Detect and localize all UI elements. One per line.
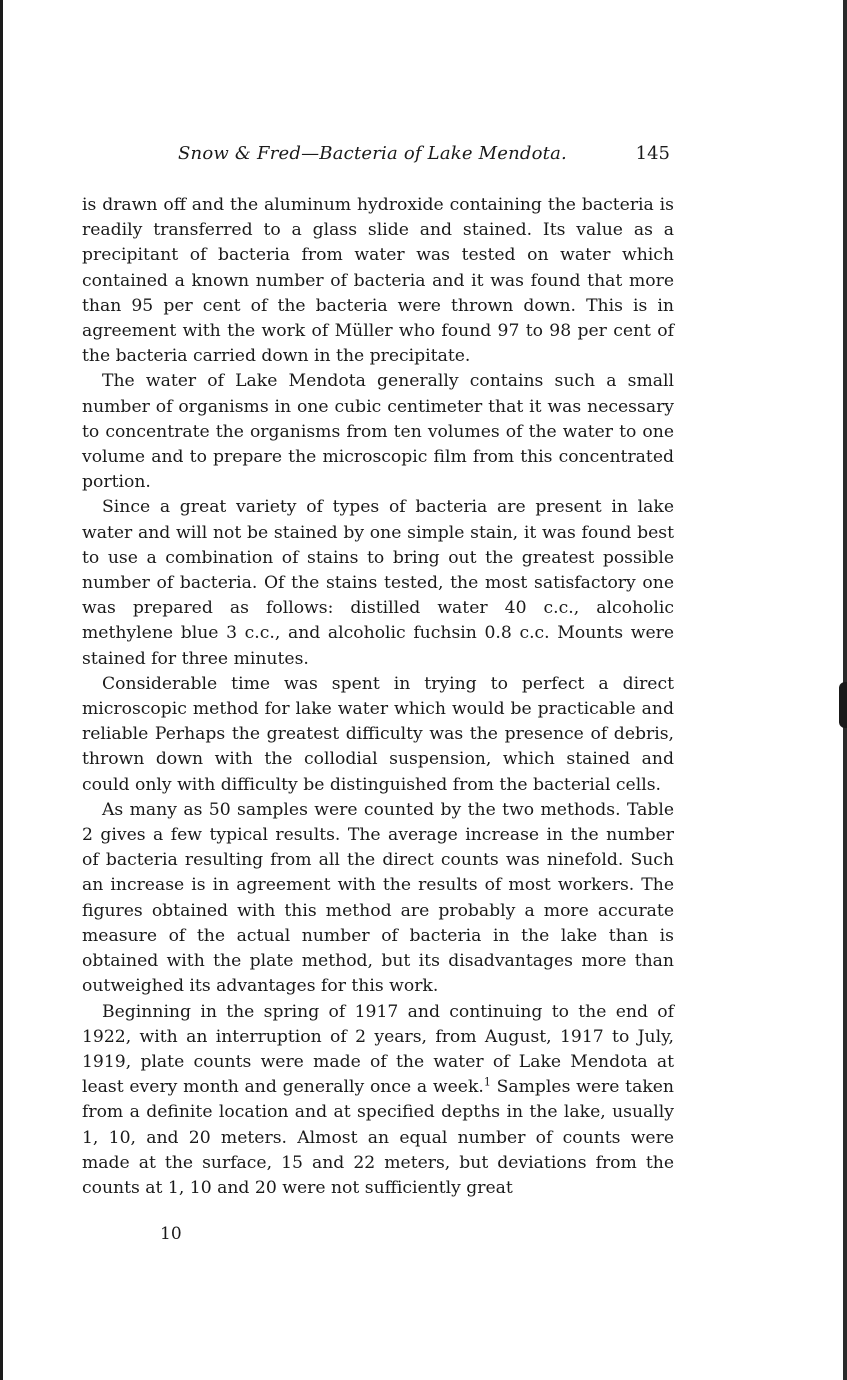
body-text [82,193,674,1201]
paragraph-5: As many as 50 samples were counted by the two methods. Table 2 gives a few typical results. The average increase in the number of bacteria resulting from all the direct counts was ninefold. Such an increase is in agreement with the results of most workers. The figures obtained with this method are probably a more accurate measure of the actual number of bacteria in the lake than is obtained with the plate method, but its disadvantages more than outweighed its advantages for this work. [82,799,674,997]
running-head [82,143,670,173]
paragraph-6-continuation: Samples were taken from a definite location and at specified depths in the lake, usually 1, 10, and 20 meters. Almost an equal number of counts were made at the surface, 15 and 22 meters, but deviations from the counts at 1, 10 and 20 were not sufficiently great [82,1077,674,1198]
paragraph-3: Since a great variety of types of bacteria are present in lake water and will not be stained by one simple stain, it was found best to use a combination of stains to bring out the greatest possible number of bacteria. Of the stains tested, the most satisfactory one was prepared as follows: distilled water 40 c.c., alcoholic methylene blue 3 c.c., and alcoholic fuchsin 0.8 c.c. Mounts were stained for three minutes. [82,497,674,669]
signature-mark: 10 [160,1224,182,1244]
paragraph-6 [82,1000,674,1202]
paragraph-4: Considerable time was spent in trying to perfect a direct microscopic method for lake water which would be practicable and reliable Perhaps the greatest difficulty was the presence of debris, thrown down with the collodial suspension, which stained and could only with difficulty be distinguished from the bacterial cells. [82,673,674,795]
paragraph-1: is drawn off and the aluminum hydroxide containing the bacteria is readily transferred to a glass slide and stained. Its value as a precipitant of bacteria from water was tested on water which contained a known number of bacteria and it was found that more than 95 per cent of the bacteria were thrown down. This is in agreement with the work of Müller who found 97 to 98 per cent of the bacteria carried down in the precipitate. [82,195,674,367]
page-number: 145 [635,143,670,164]
footnote-marker: 1 [483,1075,491,1089]
running-title: Snow & Fred—Bacteria of Lake Mendota. [178,143,567,164]
paragraph-6-text: Beginning in the spring of 1917 and continuing to the end of 1922, with an interruption of 2 years, from August, 1917 to July, 1919, plate counts were made of the water of Lake Mendota at least every month and generally once a week. [82,1001,674,1098]
paragraph-2: The water of Lake Mendota generally contains such a small number of organisms in one cubic centimeter that it was necessary to concentrate the organisms from ten volumes of the water to one volume and to prepare the microscopic film from this concentrated portion. [82,371,674,493]
